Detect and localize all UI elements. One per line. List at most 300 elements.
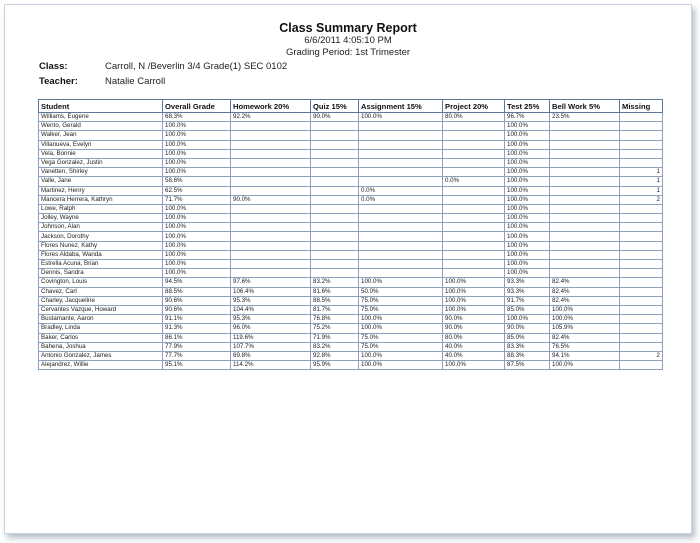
missing-cell [620,278,663,287]
test-cell: 100.0% [505,195,550,204]
student-cell: Johnson, Alan [39,223,163,232]
test-cell: 100.0% [505,269,550,278]
quiz-cell [311,223,359,232]
student-cell: Alejandrez, Willie [39,361,163,370]
assignment-cell: 100.0% [359,351,443,360]
quiz-cell [311,168,359,177]
table-row [39,333,663,342]
project-cell [443,140,505,149]
assignment-cell: 75.0% [359,296,443,305]
test-cell: 100.0% [505,260,550,269]
student-cell: Martinez, Henry [39,186,163,195]
bell-work-cell [550,149,620,158]
test-cell: 100.0% [505,131,550,140]
project-cell: 100.0% [443,278,505,287]
missing-cell [620,250,663,259]
assignment-cell [359,168,443,177]
student-cell: Wento, Gerald [39,122,163,131]
quiz-cell [311,186,359,195]
class-value: Carroll, N /Beverlin 3/4 Grade(1) SEC 0102 [105,61,288,72]
homework-cell [231,177,311,186]
project-cell [443,204,505,213]
missing-cell [620,260,663,269]
test-cell: 100.0% [505,177,550,186]
table-row [39,342,663,351]
bell-work-cell: 100.0% [550,315,620,324]
table-row [39,305,663,314]
assignment-cell [359,158,443,167]
bell-work-cell: 100.0% [550,361,620,370]
bell-work-cell [550,214,620,223]
overall-grade-cell: 100.0% [163,232,231,241]
project-cell: 100.0% [443,305,505,314]
test-cell: 96.7% [505,113,550,122]
report-title: Class Summary Report [279,21,417,35]
student-cell: Bradley, Linda [39,324,163,333]
test-cell: 93.3% [505,287,550,296]
table-row [39,113,663,122]
homework-cell [231,214,311,223]
homework-cell: 69.8% [231,351,311,360]
table-row [39,131,663,140]
homework-cell [231,140,311,149]
homework-cell [231,131,311,140]
table-row [39,223,663,232]
project-cell [443,260,505,269]
table-row [39,204,663,213]
homework-cell: 107.7% [231,342,311,351]
test-cell: 100.0% [505,223,550,232]
student-cell: Flores Nunez, Kathy [39,241,163,250]
overall-grade-cell: 100.0% [163,241,231,250]
homework-cell [231,168,311,177]
missing-cell [620,214,663,223]
overall-grade-cell: 100.0% [163,140,231,149]
student-cell: Mancera Herrera, Kathryn [39,195,163,204]
overall-grade-cell: 71.7% [163,195,231,204]
homework-cell [231,204,311,213]
bell-work-cell: 94.1% [550,351,620,360]
quiz-cell [311,214,359,223]
overall-grade-cell: 100.0% [163,269,231,278]
bell-work-cell: 23.5% [550,113,620,122]
student-cell: Vega Gonzalez, Justin [39,158,163,167]
missing-cell: 2 [620,351,663,360]
homework-cell [231,223,311,232]
overall-grade-cell: 100.0% [163,204,231,213]
project-cell: 80.0% [443,333,505,342]
missing-cell [620,305,663,314]
quiz-cell [311,204,359,213]
project-cell [443,223,505,232]
bell-work-cell [550,204,620,213]
missing-cell [620,315,663,324]
homework-cell: 92.2% [231,113,311,122]
bell-work-cell [550,223,620,232]
quiz-cell [311,241,359,250]
bell-work-cell [550,195,620,204]
assignment-cell [359,177,443,186]
missing-cell [620,158,663,167]
assignment-cell [359,269,443,278]
header-assignment: Assignment 15% [359,100,443,113]
bell-work-cell: 100.0% [550,305,620,314]
missing-cell [620,232,663,241]
assignment-cell [359,149,443,158]
assignment-cell [359,122,443,131]
overall-grade-cell: 94.5% [163,278,231,287]
student-cell: Vanetten, Shirley [39,168,163,177]
homework-cell [231,186,311,195]
test-cell: 93.3% [505,278,550,287]
missing-cell [620,122,663,131]
quiz-cell: 90.0% [311,113,359,122]
header-test: Test 25% [505,100,550,113]
test-cell: 100.0% [505,250,550,259]
test-cell: 83.3% [505,342,550,351]
project-cell: 40.0% [443,351,505,360]
overall-grade-cell: 100.0% [163,131,231,140]
quiz-cell: 81.6% [311,287,359,296]
report-datetime: 6/6/2011 4:05:10 PM [304,35,392,46]
table-row [39,287,663,296]
teacher-value: Natalie Carroll [105,76,166,87]
quiz-cell [311,149,359,158]
student-cell: Cervantes Vazque, Howard [39,305,163,314]
missing-cell: 1 [620,168,663,177]
table-row [39,158,663,167]
overall-grade-cell: 100.0% [163,223,231,232]
overall-grade-cell: 100.0% [163,250,231,259]
table-row [39,324,663,333]
project-cell [443,269,505,278]
bell-work-cell: 76.5% [550,342,620,351]
project-cell [443,232,505,241]
student-cell: Baker, Carlos [39,333,163,342]
test-cell: 85.0% [505,305,550,314]
homework-cell: 97.6% [231,278,311,287]
bell-work-cell [550,131,620,140]
project-cell [443,241,505,250]
project-cell [443,122,505,131]
student-cell: Jackson, Dorothy [39,232,163,241]
bell-work-cell [550,250,620,259]
missing-cell: 1 [620,186,663,195]
project-cell [443,186,505,195]
missing-cell [620,140,663,149]
project-cell [443,168,505,177]
project-cell: 100.0% [443,296,505,305]
homework-cell: 95.3% [231,296,311,305]
table-row [39,140,663,149]
overall-grade-cell: 77.7% [163,351,231,360]
homework-cell: 96.0% [231,324,311,333]
quiz-cell: 88.5% [311,296,359,305]
quiz-cell [311,158,359,167]
table-row [39,250,663,259]
student-cell: Valle, Jane [39,177,163,186]
bell-work-cell: 82.4% [550,278,620,287]
bell-work-cell: 82.4% [550,333,620,342]
homework-cell: 106.4% [231,287,311,296]
homework-cell: 95.3% [231,315,311,324]
overall-grade-cell: 100.0% [163,149,231,158]
assignment-cell [359,250,443,259]
quiz-cell [311,122,359,131]
missing-cell [620,333,663,342]
test-cell: 90.0% [505,324,550,333]
table-row [39,241,663,250]
project-cell: 90.0% [443,315,505,324]
bell-work-cell [550,232,620,241]
project-cell [443,195,505,204]
quiz-cell [311,140,359,149]
overall-grade-cell: 90.6% [163,296,231,305]
test-cell: 85.0% [505,333,550,342]
student-cell: Antonio Gonzalez, James [39,351,163,360]
bell-work-cell [550,186,620,195]
assignment-cell [359,204,443,213]
assignment-cell: 100.0% [359,361,443,370]
project-cell: 100.0% [443,287,505,296]
bell-work-cell [550,269,620,278]
missing-cell [620,324,663,333]
overall-grade-cell: 100.0% [163,168,231,177]
missing-cell [620,223,663,232]
project-cell: 80.0% [443,113,505,122]
overall-grade-cell: 58.6% [163,177,231,186]
homework-cell [231,232,311,241]
overall-grade-cell: 100.0% [163,260,231,269]
missing-cell [620,204,663,213]
student-cell: Jolley, Wayne [39,214,163,223]
quiz-cell: 76.8% [311,315,359,324]
project-cell [443,158,505,167]
bell-work-cell: 82.4% [550,287,620,296]
quiz-cell [311,260,359,269]
table-row [39,195,663,204]
quiz-cell [311,177,359,186]
assignment-cell: 0.0% [359,195,443,204]
homework-cell [231,158,311,167]
project-cell [443,250,505,259]
assignment-cell: 100.0% [359,315,443,324]
assignment-cell [359,223,443,232]
test-cell: 100.0% [505,204,550,213]
overall-grade-cell: 91.3% [163,324,231,333]
assignment-cell: 100.0% [359,278,443,287]
test-cell: 100.0% [505,149,550,158]
table-row [39,260,663,269]
homework-cell [231,260,311,269]
header-quiz: Quiz 15% [311,100,359,113]
project-cell [443,149,505,158]
assignment-cell: 75.0% [359,305,443,314]
test-cell: 87.5% [505,361,550,370]
bell-work-cell: 105.9% [550,324,620,333]
overall-grade-cell: 95.1% [163,361,231,370]
table-row [39,186,663,195]
table-row [39,269,663,278]
student-cell: Flores Aldaba, Wanda [39,250,163,259]
overall-grade-cell: 62.5% [163,186,231,195]
table-row [39,296,663,305]
assignment-cell: 75.0% [359,342,443,351]
missing-cell [620,287,663,296]
test-cell: 100.0% [505,232,550,241]
missing-cell [620,296,663,305]
bell-work-cell [550,122,620,131]
teacher-label: Teacher: [39,76,78,87]
bell-work-cell: 82.4% [550,296,620,305]
header-overall-grade: Overall Grade [163,100,231,113]
assignment-cell: 100.0% [359,324,443,333]
student-cell: Bahena, Joshua [39,342,163,351]
quiz-cell: 71.9% [311,333,359,342]
quiz-cell: 83.2% [311,342,359,351]
assignment-cell: 0.0% [359,186,443,195]
student-cell: Covington, Louis [39,278,163,287]
assignment-cell [359,214,443,223]
table-row [39,315,663,324]
class-label: Class: [39,61,68,72]
homework-cell [231,241,311,250]
quiz-cell [311,195,359,204]
student-cell: Chavez, Carl [39,287,163,296]
project-cell [443,214,505,223]
overall-grade-cell: 77.9% [163,342,231,351]
bell-work-cell [550,140,620,149]
homework-cell: 114.2% [231,361,311,370]
missing-cell: 1 [620,177,663,186]
student-cell: Charley, Jacqueline [39,296,163,305]
quiz-cell [311,250,359,259]
project-cell: 40.0% [443,342,505,351]
overall-grade-cell: 100.0% [163,158,231,167]
bell-work-cell [550,168,620,177]
student-cell: Bustamante, Aaron [39,315,163,324]
missing-cell [620,269,663,278]
overall-grade-cell: 88.5% [163,287,231,296]
student-cell: Vela, Bonnie [39,149,163,158]
assignment-cell: 75.0% [359,333,443,342]
header-missing: Missing [620,100,663,113]
quiz-cell: 81.7% [311,305,359,314]
table-row [39,361,663,370]
overall-grade-cell: 100.0% [163,122,231,131]
test-cell: 91.7% [505,296,550,305]
quiz-cell [311,269,359,278]
overall-grade-cell: 68.3% [163,113,231,122]
header-student: Student [39,100,163,113]
test-cell: 100.0% [505,122,550,131]
test-cell: 100.0% [505,315,550,324]
test-cell: 100.0% [505,158,550,167]
table-row [39,122,663,131]
table-row [39,278,663,287]
assignment-cell: 50.0% [359,287,443,296]
project-cell: 90.0% [443,324,505,333]
assignment-cell: 100.0% [359,113,443,122]
student-cell: Estrella Acuna, Brian [39,260,163,269]
table-header-row [39,100,663,113]
student-cell: Villanueva, Evelyn [39,140,163,149]
bell-work-cell [550,241,620,250]
report-page [4,4,692,534]
table-row [39,177,663,186]
quiz-cell: 75.2% [311,324,359,333]
table-row [39,351,663,360]
header-bell-work: Bell Work 5% [550,100,620,113]
test-cell: 100.0% [505,241,550,250]
missing-cell [620,149,663,158]
header-homework: Homework 20% [231,100,311,113]
student-cell: Walker, Jean [39,131,163,140]
quiz-cell: 95.9% [311,361,359,370]
overall-grade-cell: 86.1% [163,333,231,342]
test-cell: 100.0% [505,214,550,223]
quiz-cell [311,131,359,140]
test-cell: 88.3% [505,351,550,360]
grading-period: Grading Period: 1st Trimester [285,47,411,58]
header-project: Project 20% [443,100,505,113]
missing-cell [620,361,663,370]
table-row [39,232,663,241]
overall-grade-cell: 90.6% [163,305,231,314]
quiz-cell: 92.8% [311,351,359,360]
bell-work-cell [550,158,620,167]
assignment-cell [359,131,443,140]
quiz-cell [311,232,359,241]
assignment-cell [359,140,443,149]
table-row [39,149,663,158]
assignment-cell [359,241,443,250]
missing-cell [620,131,663,140]
test-cell: 100.0% [505,168,550,177]
student-cell: Lowe, Ralph [39,204,163,213]
missing-cell [620,241,663,250]
missing-cell [620,113,663,122]
overall-grade-cell: 91.1% [163,315,231,324]
bell-work-cell [550,177,620,186]
homework-cell: 104.4% [231,305,311,314]
assignment-cell [359,232,443,241]
assignment-cell [359,260,443,269]
student-cell: Williams, Eugene [39,113,163,122]
test-cell: 100.0% [505,140,550,149]
test-cell: 100.0% [505,186,550,195]
missing-cell: 2 [620,195,663,204]
table-body [39,113,663,370]
missing-cell [620,342,663,351]
bell-work-cell [550,260,620,269]
homework-cell [231,250,311,259]
homework-cell [231,122,311,131]
table-row [39,168,663,177]
overall-grade-cell: 100.0% [163,214,231,223]
table-row [39,214,663,223]
project-cell [443,131,505,140]
grades-table [38,99,663,370]
homework-cell: 119.6% [231,333,311,342]
homework-cell [231,149,311,158]
project-cell: 0.0% [443,177,505,186]
homework-cell: 90.0% [231,195,311,204]
quiz-cell: 83.2% [311,278,359,287]
student-cell: Dennis, Sandra [39,269,163,278]
project-cell: 100.0% [443,361,505,370]
homework-cell [231,269,311,278]
